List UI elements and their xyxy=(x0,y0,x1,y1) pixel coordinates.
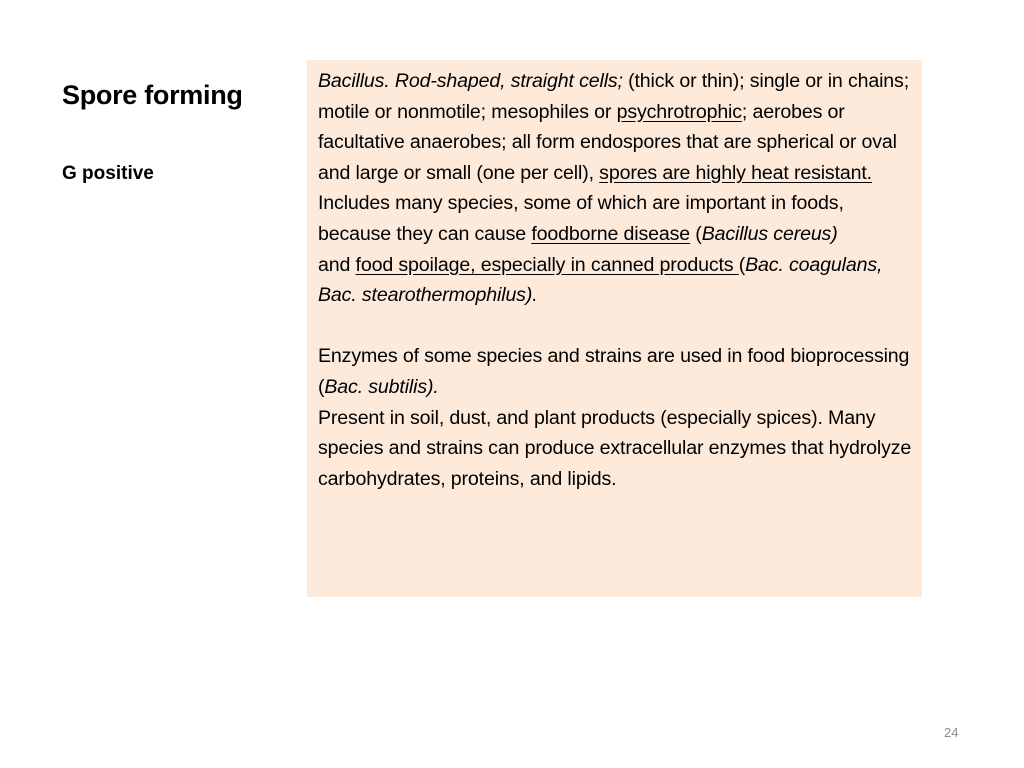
slide-title: Spore forming xyxy=(62,80,243,110)
enzymes-description xyxy=(318,341,912,494)
text-segment: Enzymes of some species and strains are used in food bioprocessing ( xyxy=(318,345,910,398)
text-segment: and xyxy=(318,253,356,276)
text-segment: Present in soil, dust, and plant products (especially spices). Many species and strains can produce extracellular enzymes that hydrolyze carbohydrates, proteins, and lipids. xyxy=(318,406,912,490)
page-number: 24 xyxy=(944,725,959,740)
spoilage-species: Bac. coagulans, Bac. stearothermophilus). xyxy=(318,253,883,307)
psychrotrophic-term: psychrotrophic xyxy=(616,100,742,123)
text-segment: ( xyxy=(738,253,746,276)
bac-subtilis-species: Bac. subtilis). xyxy=(324,375,439,398)
bacillus-description xyxy=(318,66,912,311)
food-spoilage-term: food spoilage, especially in canned products xyxy=(355,253,739,276)
heat-resistant-statement: spores are highly heat resistant. xyxy=(599,161,872,184)
text-segment: Includes many species, some of which are important in foods, because they can cause xyxy=(318,192,844,245)
text-segment: ; aerobes or facultative anaerobes; all form endospores that are spherical or oval and large or small (one per cell), xyxy=(318,100,897,184)
foodborne-disease-term: foodborne disease xyxy=(531,222,691,245)
paragraph-gap xyxy=(318,311,912,342)
slide-subtitle: G positive xyxy=(62,163,154,184)
text-segment: ( xyxy=(690,222,702,245)
content-box xyxy=(307,60,922,597)
text-segment: (thick or thin); single or in chains; motile or nonmotile; mesophiles or xyxy=(318,70,909,123)
bacillus-cereus-species: Bacillus cereus) xyxy=(701,222,838,245)
bacillus-intro: Bacillus. Rod-shaped, straight cells; xyxy=(318,70,623,92)
